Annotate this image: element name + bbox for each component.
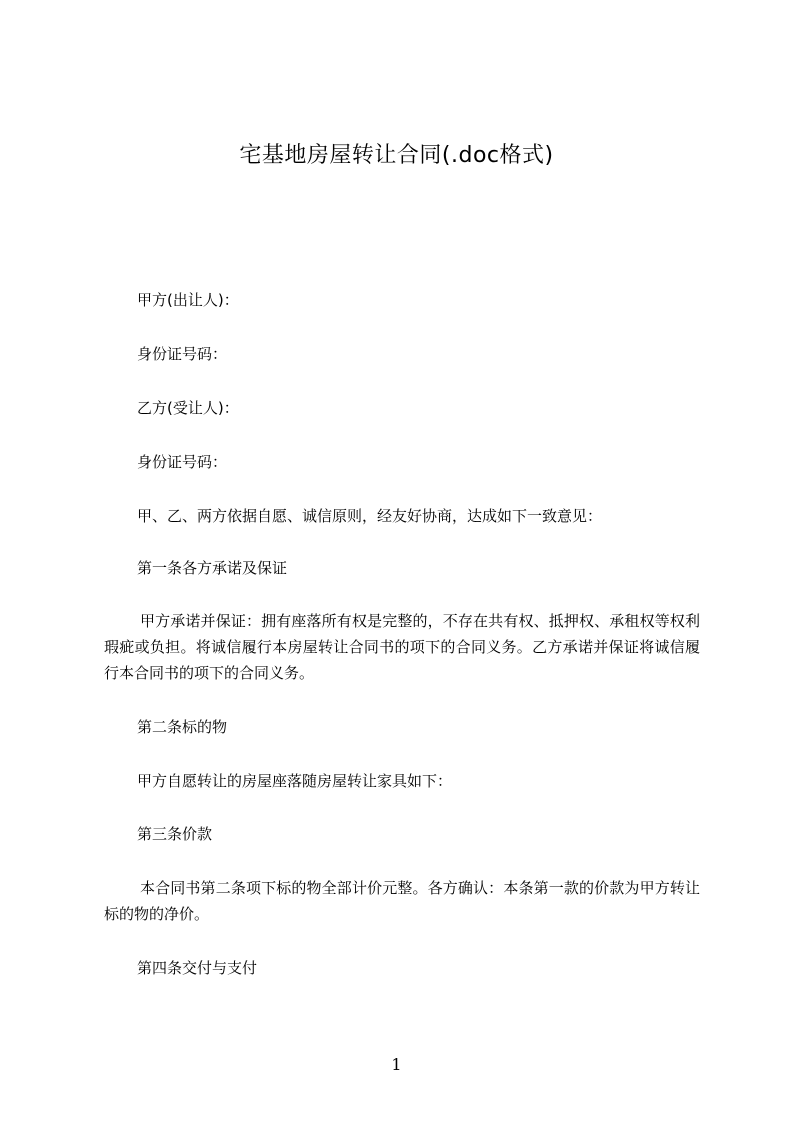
party-b-id-line: 身份证号码：	[137, 453, 228, 471]
party-b-line: 乙方(受让人)：	[137, 399, 239, 417]
article1-heading: 第一条各方承诺及保证	[137, 559, 288, 577]
article3-body: 本合同书第二条项下标的物全部计价元整。各方确认：本条第一款的价款为甲方转让标的物的净价。	[104, 879, 700, 923]
page-number: 1	[391, 1055, 402, 1074]
article4-heading: 第四条交付与支付	[137, 959, 258, 977]
article1-body: 甲方承诺并保证：拥有座落所有权是完整的，不存在共有权、抵押权、承租权等权利瑕疵或负担。将诚信履行本房屋转让合同书的项下的合同义务。乙方承诺并保证将诚信履行本合同书的项下的合同义务。	[104, 612, 700, 682]
document-title: 宅基地房屋转让合同(.doc格式)	[239, 143, 554, 168]
preamble-paragraph: 甲、乙、两方依据自愿、诚信原则，经友好协商，达成如下一致意见：	[137, 507, 603, 525]
article2-heading: 第二条标的物	[137, 718, 228, 736]
party-a-line: 甲方(出让人)：	[137, 291, 239, 309]
article2-body: 甲方自愿转让的房屋座落随房屋转让家具如下：	[137, 772, 453, 790]
article3-heading: 第三条价款	[137, 825, 213, 843]
party-a-id-line: 身份证号码：	[137, 345, 228, 363]
